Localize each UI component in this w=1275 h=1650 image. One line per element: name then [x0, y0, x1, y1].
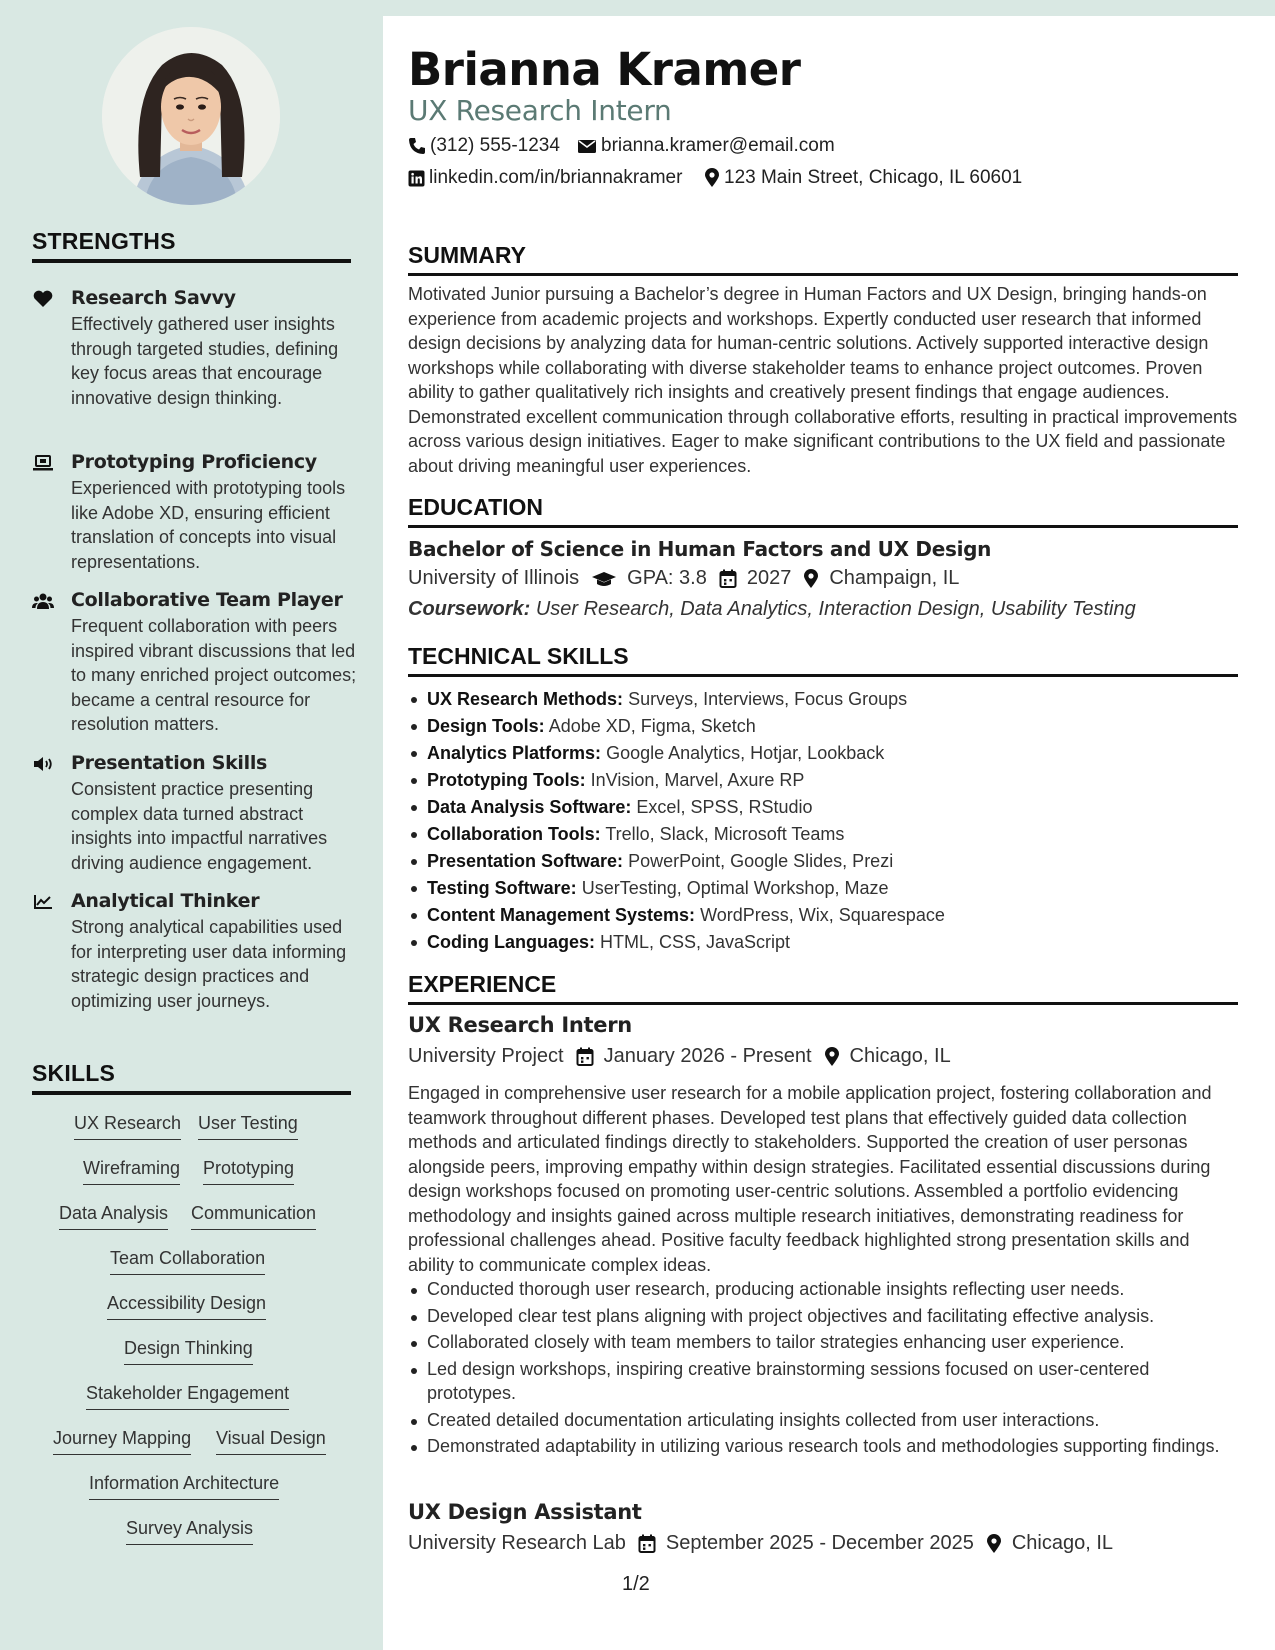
job-location: Chicago, IL — [1011, 1532, 1114, 1554]
linkedin-icon — [408, 170, 425, 187]
strengths-heading: STRENGTHS — [32, 228, 351, 263]
skills-heading: SKILLS — [32, 1060, 351, 1095]
coursework — [408, 598, 1136, 621]
skill-category: Collaboration Tools: — [427, 824, 601, 844]
strength-title: Presentation Skills — [71, 752, 268, 774]
list-item — [408, 902, 1238, 929]
address-text: 123 Main Street, Chicago, IL 60601 — [724, 167, 1023, 188]
list-item — [408, 713, 1238, 740]
skill-values: UserTesting, Optimal Workshop, Maze — [581, 878, 889, 898]
map-pin-icon — [704, 168, 720, 188]
strength-desc: Strong analytical capabilities used for interpreting user data informing strategic design practices and optimizing user journeys. — [71, 917, 347, 1011]
skill-tag: Journey Mapping — [53, 1428, 191, 1455]
envelope-icon — [577, 138, 597, 154]
skill-category: Design Tools: — [427, 716, 545, 736]
megaphone-icon — [32, 754, 54, 774]
job-location: Chicago, IL — [849, 1045, 951, 1067]
school-location: Champaign, IL — [829, 567, 960, 589]
skill-category: Data Analysis Software: — [427, 797, 632, 817]
list-item — [408, 821, 1238, 848]
degree-title: Bachelor of Science in Human Factors and UX Design — [408, 537, 992, 561]
address-contact — [704, 167, 1022, 189]
list-item: Demonstrated adaptability in utilizing various research tools and methodologies supporting findings. — [408, 1434, 1240, 1459]
list-item: Developed clear test plans aligning with project objectives and facilitating effective analysis. — [408, 1304, 1240, 1329]
chart-line-icon — [32, 892, 54, 912]
coursework-label: Coursework: — [408, 598, 531, 620]
linkedin-text: linkedin.com/in/briannakramer — [429, 167, 683, 188]
job-meta — [408, 1532, 1113, 1555]
map-pin-icon — [986, 1534, 1002, 1554]
list-item — [408, 794, 1238, 821]
job-bullets — [408, 1277, 1240, 1461]
skill-values: WordPress, Wix, Squarespace — [700, 905, 945, 925]
email-text: brianna.kramer@email.com — [601, 135, 835, 156]
strength-desc: Frequent collaboration with peers inspired vibrant discussions that led to many enriched project outcomes; became a central resource for resolution matters. — [71, 616, 357, 734]
skill-tag: Survey Analysis — [126, 1518, 253, 1545]
job-title: UX Design Assistant — [408, 1500, 642, 1524]
summary-text: Motivated Junior pursuing a Bachelor’s degree in Human Factors and UX Design, bringing hands-on experience from academic projects and workshops. Expertly conducted user research that informed design decisions by analyzing data for human-centric solutions. Actively supported interactive design workshops while collaborating with diverse stakeholder teams to enhance project outcomes. Proven ability to gather qualitatively rich insights and creatively present findings that engage audiences. Demonstrated excellent communication through collaborative efforts, resulting in practical improvements across various design initiatives. Eager to make significant contributions to the UX field and passionate about driving meaningful user experiences. — [408, 284, 1238, 476]
list-item — [408, 686, 1238, 713]
skill-tag: Stakeholder Engagement — [86, 1383, 289, 1410]
skill-values: InVision, Marvel, Axure RP — [590, 770, 805, 790]
phone-contact[interactable] — [408, 135, 560, 157]
list-item — [408, 875, 1238, 902]
skill-category: Prototyping Tools: — [427, 770, 586, 790]
graduation-year: 2027 — [746, 567, 792, 589]
list-item — [408, 929, 1238, 956]
skill-tag: UX Research — [74, 1113, 181, 1140]
skill-tag: Team Collaboration — [110, 1248, 265, 1275]
education-heading: EDUCATION — [408, 494, 1238, 528]
technical-skills-heading: TECHNICAL SKILLS — [408, 643, 1238, 677]
job-org: University Research Lab — [408, 1532, 626, 1554]
top-band — [0, 0, 1275, 16]
candidate-title: UX Research Intern — [408, 94, 672, 127]
skill-tag: Prototyping — [203, 1158, 294, 1185]
list-item: Collaborated closely with team members to tailor strategies enhancing user experience. — [408, 1330, 1240, 1355]
profile-photo — [102, 27, 280, 205]
skill-values: Surveys, Interviews, Focus Groups — [628, 689, 908, 709]
page-number: 1/2 — [622, 1573, 650, 1595]
job-meta — [408, 1045, 951, 1068]
skill-tag: Communication — [191, 1203, 316, 1230]
job-title: UX Research Intern — [408, 1013, 632, 1037]
skill-values: Google Analytics, Hotjar, Lookback — [606, 743, 885, 763]
skill-tag: Design Thinking — [124, 1338, 253, 1365]
skill-category: Analytics Platforms: — [427, 743, 602, 763]
skill-category: Testing Software: — [427, 878, 577, 898]
school-name: University of Illinois — [408, 567, 580, 589]
skill-category: Coding Languages: — [427, 932, 595, 952]
skill-tag: User Testing — [198, 1113, 298, 1140]
calendar-icon — [576, 1047, 594, 1067]
job-dates: September 2025 - December 2025 — [665, 1532, 974, 1554]
skill-values: Adobe XD, Figma, Sketch — [548, 716, 756, 736]
list-item — [408, 767, 1238, 794]
list-item — [408, 740, 1238, 767]
skill-values: PowerPoint, Google Slides, Prezi — [628, 851, 894, 871]
map-pin-icon — [803, 569, 819, 589]
job-org: University Project — [408, 1045, 564, 1067]
gpa: GPA: 3.8 — [627, 567, 707, 589]
skill-tag: Visual Design — [216, 1428, 326, 1455]
coursework-list: User Research, Data Analytics, Interaction Design, Usability Testing — [535, 598, 1136, 620]
strength-desc: Effectively gathered user insights through targeted studies, defining key focus areas that encourage innovative design thinking. — [71, 314, 339, 408]
skill-tag: Wireframing — [83, 1158, 180, 1185]
skill-tag: Data Analysis — [59, 1203, 168, 1230]
phone-icon — [408, 137, 426, 155]
strength-title: Analytical Thinker — [71, 890, 260, 912]
map-pin-icon — [824, 1047, 840, 1067]
laptop-icon — [32, 453, 54, 473]
skill-category: Content Management Systems: — [427, 905, 696, 925]
calendar-icon — [719, 569, 737, 589]
technical-skills-list — [408, 686, 1238, 956]
skill-category: UX Research Methods: — [427, 689, 624, 709]
calendar-icon — [638, 1534, 656, 1554]
list-item: Led design workshops, inspiring creative brainstorming sessions focused on user-centered prototypes. — [408, 1357, 1240, 1406]
skill-category: Presentation Software: — [427, 851, 624, 871]
strength-desc: Consistent practice presenting complex data turned abstract insights into impactful narratives driving audience engagement. — [71, 779, 328, 873]
heart-icon — [32, 289, 54, 309]
strength-title: Prototyping Proficiency — [71, 451, 317, 473]
strength-title: Collaborative Team Player — [71, 589, 343, 611]
skill-tag: Information Architecture — [89, 1473, 279, 1500]
skill-values: HTML, CSS, JavaScript — [600, 932, 791, 952]
experience-heading: EXPERIENCE — [408, 971, 1238, 1005]
list-item: Created detailed documentation articulating insights collected from user interactions. — [408, 1408, 1240, 1433]
phone-text: (312) 555-1234 — [430, 135, 560, 156]
linkedin-contact[interactable] — [408, 167, 682, 189]
graduation-cap-icon — [591, 570, 617, 588]
strength-title: Research Savvy — [71, 287, 236, 309]
skill-tag: Accessibility Design — [107, 1293, 266, 1320]
candidate-name: Brianna Kramer — [408, 43, 801, 96]
education-meta — [408, 567, 959, 590]
summary-heading: SUMMARY — [408, 242, 1238, 276]
email-contact[interactable] — [577, 135, 835, 157]
strength-desc: Experienced with prototyping tools like Adobe XD, ensuring efficient translation of concepts into visual representations. — [71, 478, 346, 572]
users-icon — [32, 591, 54, 611]
job-description: Engaged in comprehensive user research for a mobile application project, fostering collaboration and teamwork throughout different phases. Developed test plans that effectively guided data collection methods and articulated findings directly to stakeholders. Supported the creation of user personas alongside peers, improving empathy within design strategies. Facilitated essential discussions during design workshops focused on promoting user-centric solutions. Assembled a portfolio evidencing methodology and insights gained across multiple research initiatives, demonstrating readiness for professional challenges ahead. Positive faculty feedback highlighted strong presentation skills and ability to communicate complex ideas. — [408, 1083, 1212, 1275]
skill-values: Excel, SPSS, RStudio — [636, 797, 813, 817]
skill-values: Trello, Slack, Microsoft Teams — [605, 824, 845, 844]
list-item: Conducted thorough user research, producing actionable insights reflecting user needs. — [408, 1277, 1240, 1302]
job-dates: January 2026 - Present — [603, 1045, 812, 1067]
list-item — [408, 848, 1238, 875]
